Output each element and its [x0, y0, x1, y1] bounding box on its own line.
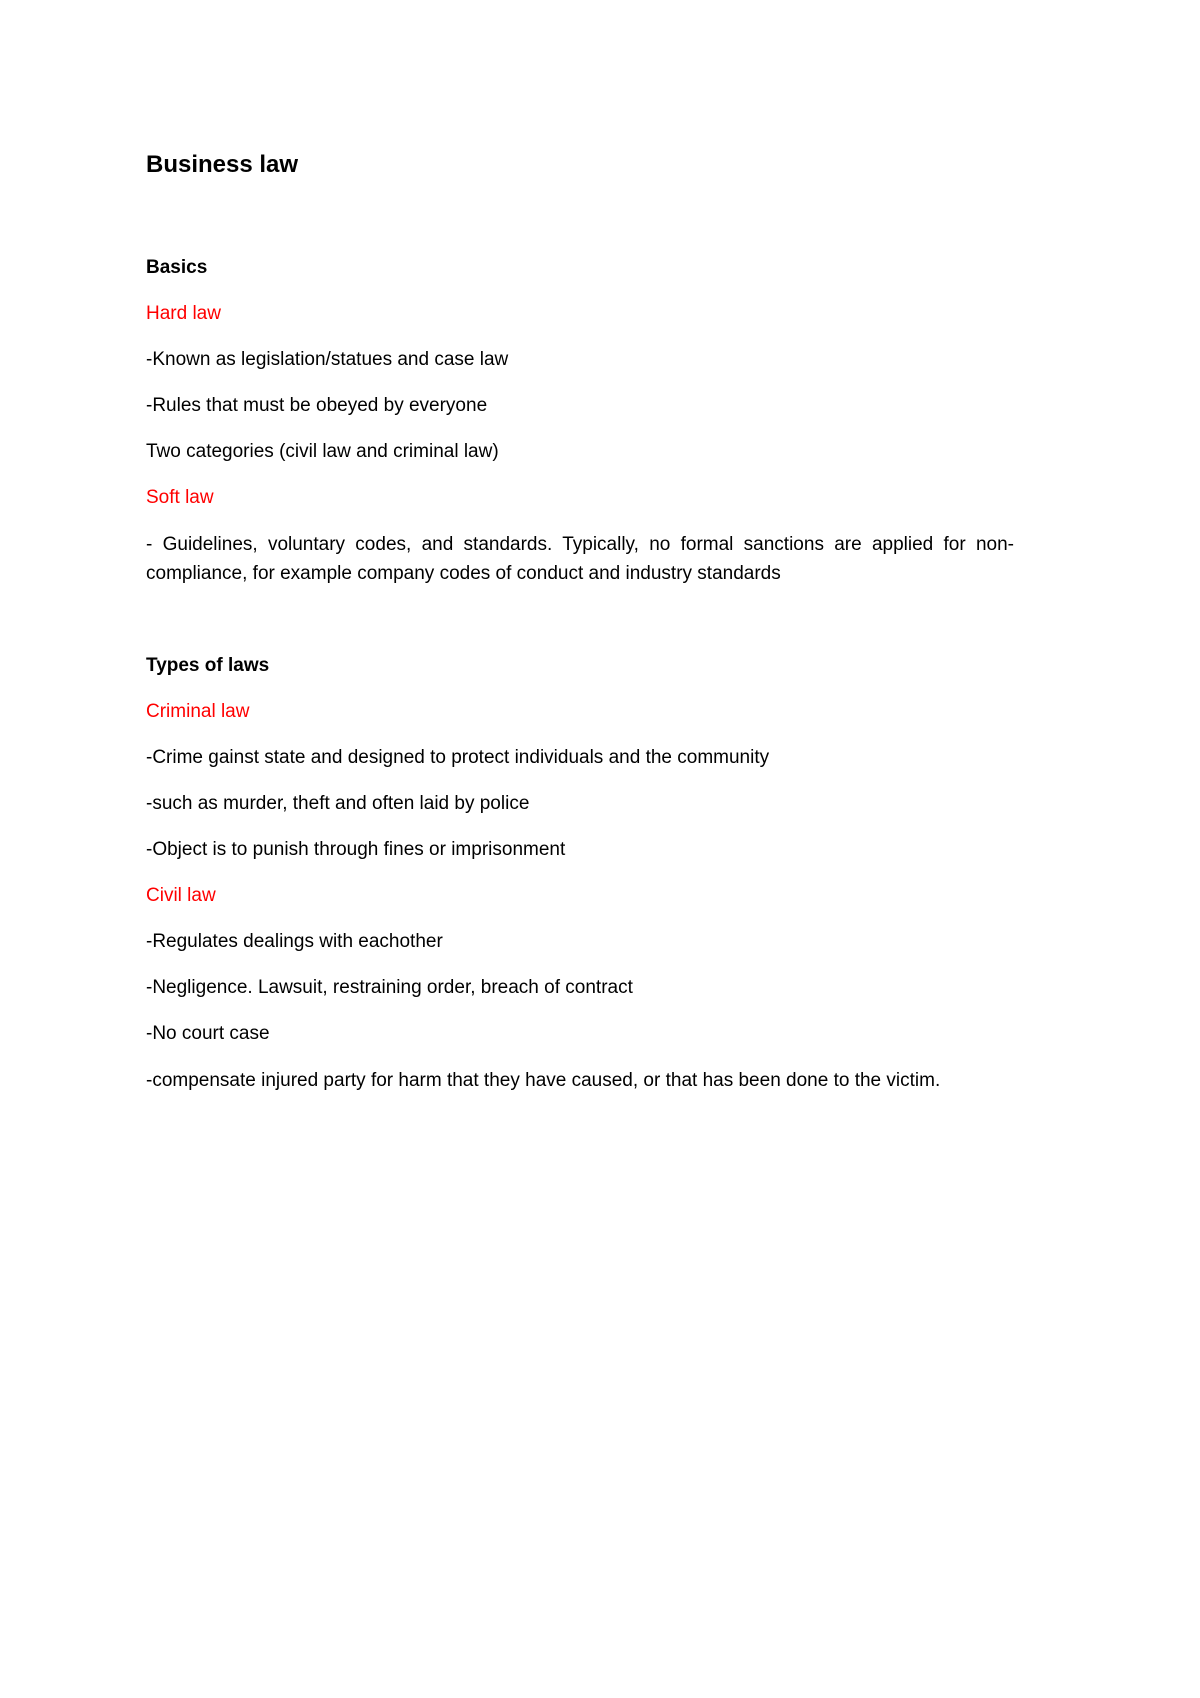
section-heading-types: Types of laws [146, 655, 270, 676]
subheading-criminal-law: Criminal law [146, 701, 250, 722]
subheading-soft-law: Soft law [146, 487, 214, 508]
criminal-law-line-2: -such as murder, theft and often laid by police [146, 793, 530, 814]
document-title: Business law [146, 151, 299, 178]
hard-law-line-3: Two categories (civil law and criminal law) [146, 441, 499, 462]
subheading-hard-law: Hard law [146, 303, 221, 324]
soft-law-paragraph: - Guidelines, voluntary codes, and standards. Typically, no formal sanctions are applied for non-compliance, for example company codes of conduct and industry standards [146, 534, 1014, 584]
civil-law-line-1: -Regulates dealings with eachother [146, 931, 443, 952]
civil-law-paragraph: -compensate injured party for harm that they have caused, or that has been done to the victim. [146, 1070, 941, 1091]
criminal-law-line-1: -Crime gainst state and designed to protect individuals and the community [146, 747, 770, 768]
hard-law-line-2: -Rules that must be obeyed by everyone [146, 395, 488, 416]
criminal-law-line-3: -Object is to punish through fines or imprisonment [146, 839, 566, 860]
civil-law-line-3: -No court case [146, 1023, 270, 1044]
civil-law-line-2: -Negligence. Lawsuit, restraining order, breach of contract [146, 977, 633, 998]
subheading-civil-law: Civil law [146, 885, 216, 906]
section-heading-basics: Basics [146, 257, 208, 278]
hard-law-line-1: -Known as legislation/statues and case law [146, 349, 509, 370]
